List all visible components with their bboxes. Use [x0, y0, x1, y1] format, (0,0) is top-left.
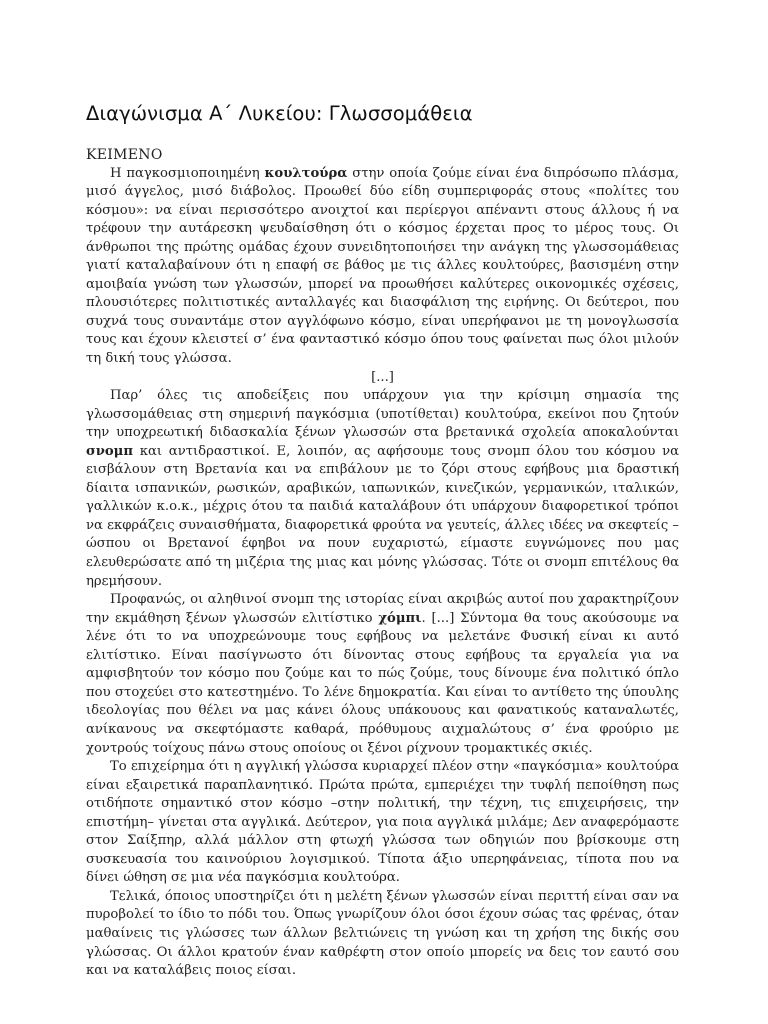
paragraph-1-bold-term: κουλτούρα: [264, 165, 348, 181]
document-title: Διαγώνισμα Α΄ Λυκείου: Γλωσσομάθεια: [86, 102, 473, 125]
paragraph-2: [86, 387, 679, 591]
paragraph-4: Το επιχείρημα ότι η αγγλική γλώσσα κυριαρχεί πλέον στην «παγκόσμια» κουλτούρα είναι εξαιρετικά παραπλανητικό. Πρώτα πρώτα, εμπεριέχει την τυφλή πεποίθηση πως οτιδήποτε σημαντικό στον κόσμο –στην πολιτική, την τέχνη, τις επιχειρήσεις, την επιστήμη– γίνεται στα αγγλικά. Δεύτερον, για ποια αγγλικά μιλάμε; Δεν αναφερόμαστε στον Σαίξπηρ, αλλά μάλλον στη φτωχή γλώσσα των οδηγιών που βρίσκουμε στη συσκευασία του καινούριου λογισμικού. Τίποτα άξιο υπερηφάνειας, τίποτα που να δίνει ώθηση σε μια νέα παγκόσμια κουλτούρα.: [86, 759, 679, 886]
paragraph-3: [86, 591, 679, 758]
paragraph-1: [86, 165, 679, 369]
paragraph-3-bold-term: χόμπι: [378, 610, 422, 626]
paragraph-3-text-b: . [...] Σύντομα θα τους ακούσουμε να λένε ότι το να υποχρεώνουμε τους εφήβους να μελετάνε Φυσική είναι κι αυτό ελιτίστικο. Είναι πασίγνωστο ότι δίνοντας στους εφήβους τα εργαλεία για να αμφισβητούν τον κόσμο που ζούμε και το πώς ζούμε, τους δίνουμε ένα πολιτικό όπλο που στοχεύει στο κατεστημένο. Το λένε δημοκρατία. Και είναι το αντίθετο της ύπουλης ιδεολογίας που θέλει να μας κάνει όλους υπάκουους και φανατικούς καταναλωτές, ανίκανους να σκεφτόμαστε καθαρά, πρόθυμους αιχμαλώτους σ’ ένα φρούριο με χοντρούς τοίχους πάνω στους οποίους οι ξένοι ρίχνουν τρομακτικές σκιές.: [86, 610, 680, 756]
paragraph-1-text-a: Η παγκοσμιοποιημένη: [110, 165, 265, 181]
paragraph-2-text-a: Παρ’ όλες τις αποδείξεις που υπάρχουν για την κρίσιμη σημασία της γλωσσομάθειας στη σημερινή παγκόσμια (υποτίθεται) κουλτούρα, εκείνοι που ζητούν την υποχρεωτική διδασκαλία ξένων γλωσσών στα βρετανικά σχολεία αποκαλούνται: [86, 388, 679, 441]
paragraph-3-text-a: Προφανώς, οι αληθινοί σνομπ της ιστορίας είναι ακριβώς αυτοί που χαρακτηρίζουν την εκμάθηση ξένων γλωσσών ελιτίστικο: [86, 592, 679, 626]
omission-marker: [...]: [371, 369, 394, 385]
paragraph-2-text-b: και αντιδραστικοί. Ε, λοιπόν, ας αφήσουμε τους σνομπ όλου του κόσμου να εισβάλουν στη Βρετανία και να επιβάλουν με το ζόρι στους εφήβους μια δραστική δίαιτα ισπανικών, ρωσικών, αραβικών, ιαπωνικών, κινεζικών, γερμανικών, ιταλικών, γαλλικών κ.ο.κ., μέχρις ότου τα παιδιά καταλάβουν ότι υπάρχουν διαφορετικοί τρόποι να εκφράζεις συναισθήματα, διαφορετικά φρούτα να γευτείς, άλλες ιδέες να σκεφτείς – ώσπου οι Βρετανοί έφηβοι να πουν ευχαριστώ, είμαστε ευγνώμονες που μας ελευθερώσατε από τη μιζέρια της μιας και μόνης γλώσσας. Τότε οι σνομπ επιτέλους θα ηρεμήσουν.: [86, 443, 679, 589]
paragraph-1-text-b: στην οποία ζούμε είναι ένα διπρόσωπο πλάσμα, μισό άγγελος, μισό διάβολος. Προωθεί δύο είδη συμπεριφοράς στους «πολίτες του κόσμου»: να είναι περισσότερο ανοιχτοί και περίεργοι απέναντι στους άλλους ή να τρέφουν την αυτάρεσκη ψευδαίσθηση ότι ο κόσμος έρχεται προς το μέρος τους. Οι άνθρωποι της πρώτης ομάδας έχουν συνειδητοποιήσει την ανάγκη της γλωσσομάθειας γιατί καταλαβαίνουν ότι η επαφή σε βάθος με τις άλλες κουλτούρες, βασισμένη στην αμοιβαία γνώση των γλωσσών, μπορεί να προωθήσει καλύτερες οικονομικές σχέσεις, πλουσιότερες πολιτιστικές ανταλλαγές και διασφάλιση της ειρήνης. Οι δεύτεροι, που συχνά τους συναντάμε στον αγγλόφωνο κόσμο, είναι υπερήφανοι με τη μονογλωσσία τους και έχουν κλειστεί σ’ ένα φανταστικό κόσμο όπου τους φαίνεται πως όλοι μιλούν τη δική τους γλώσσα.: [86, 165, 679, 367]
paragraph-5: Τελικά, όποιος υποστηρίζει ότι η μελέτη ξένων γλωσσών είναι περιττή είναι σαν να πυροβολεί το ίδιο το πόδι του. Όπως γνωρίζουν όλοι όσοι έχουν σώας τας φρένας, όταν μαθαίνεις τις γλώσσες των άλλων βελτιώνεις τη γνώση και τη χρήση της δικής σου γλώσσας. Οι άλλοι κρατούν έναν καθρέφτη στον οποίο μπορείς να δεις τον εαυτό σου και να καταλάβεις ποιος είσαι.: [86, 888, 679, 979]
document-body: [86, 146, 679, 981]
section-heading: ΚΕΙΜΕΝΟ: [86, 147, 163, 163]
paragraph-2-bold-term: σνομπ: [86, 443, 133, 459]
